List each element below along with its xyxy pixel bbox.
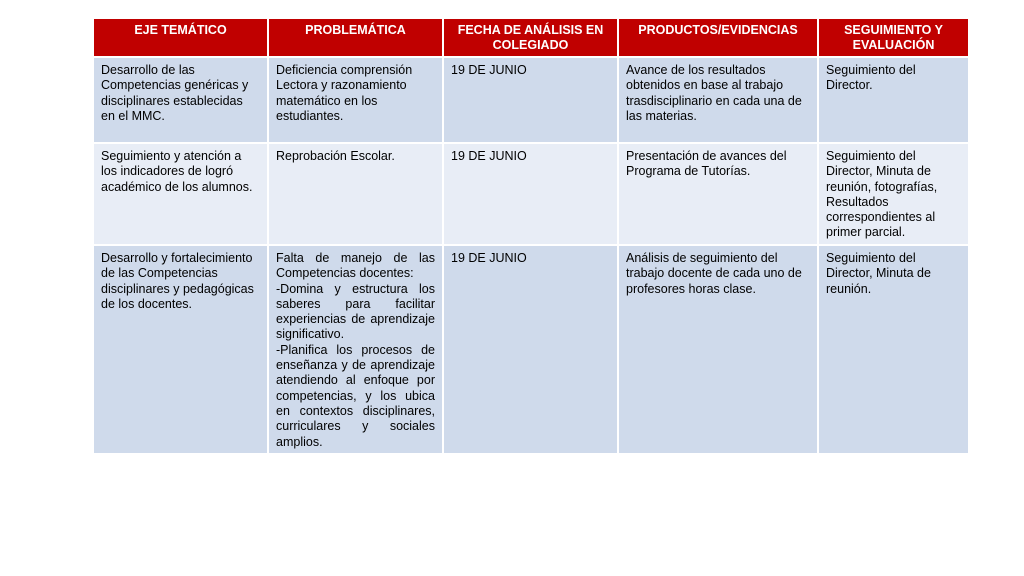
problematica-line: -Planifica los procesos de enseñanza y de aprendizaje atendiendo al enfoque por competencias, y los ubica en contextos disciplinares, curriculares y sociales amplios. xyxy=(276,342,435,449)
header-seguimiento-evaluacion: SEGUIMIENTO Y EVALUACIÓN xyxy=(818,18,969,57)
table-row xyxy=(93,57,969,143)
cell-eje: Desarrollo y fortalecimiento de las Competencias disciplinares y pedagógicas de los docentes. xyxy=(93,245,268,454)
table-row xyxy=(93,245,969,454)
header-row xyxy=(93,18,969,57)
problematica-line: Deficiencia comprensión Lectora y razonamiento matemático en los estudiantes. xyxy=(276,63,413,123)
problematica-line: Reprobación Escolar. xyxy=(276,149,395,163)
cell-seguimiento: Seguimiento del Director, Minuta de reunión, fotografías, Resultados correspondientes al primer parcial. xyxy=(818,143,969,245)
header-productos-evidencias: PRODUCTOS/EVIDENCIAS xyxy=(618,18,818,57)
cell-fecha: 19 DE JUNIO xyxy=(443,143,618,245)
cell-problematica xyxy=(268,143,443,245)
cell-fecha: 19 DE JUNIO xyxy=(443,57,618,143)
header-eje-tematico: EJE TEMÁTICO xyxy=(93,18,268,57)
problematica-line: -Domina y estructura los saberes para facilitar experiencias de aprendizaje significativo. xyxy=(276,281,435,342)
cell-productos: Análisis de seguimiento del trabajo docente de cada uno de profesores horas clase. xyxy=(618,245,818,454)
header-fecha-analisis: FECHA DE ANÁLISIS EN COLEGIADO xyxy=(443,18,618,57)
cell-productos: Avance de los resultados obtenidos en base al trabajo trasdisciplinario en cada una de las materias. xyxy=(618,57,818,143)
problematica-line: Falta de manejo de las Competencias docentes: xyxy=(276,251,435,281)
cell-eje: Seguimiento y atención a los indicadores de logró académico de los alumnos. xyxy=(93,143,268,245)
cell-problematica xyxy=(268,245,443,454)
cell-problematica xyxy=(268,57,443,143)
cell-fecha: 19 DE JUNIO xyxy=(443,245,618,454)
table-row xyxy=(93,143,969,245)
cell-productos: Presentación de avances del Programa de Tutorías. xyxy=(618,143,818,245)
cell-eje: Desarrollo de las Competencias genéricas y disciplinares establecidas en el MMC. xyxy=(93,57,268,143)
cell-seguimiento: Seguimiento del Director, Minuta de reunión. xyxy=(818,245,969,454)
cell-seguimiento: Seguimiento del Director. xyxy=(818,57,969,143)
header-problematica: PROBLEMÁTICA xyxy=(268,18,443,57)
planning-table xyxy=(92,17,970,455)
